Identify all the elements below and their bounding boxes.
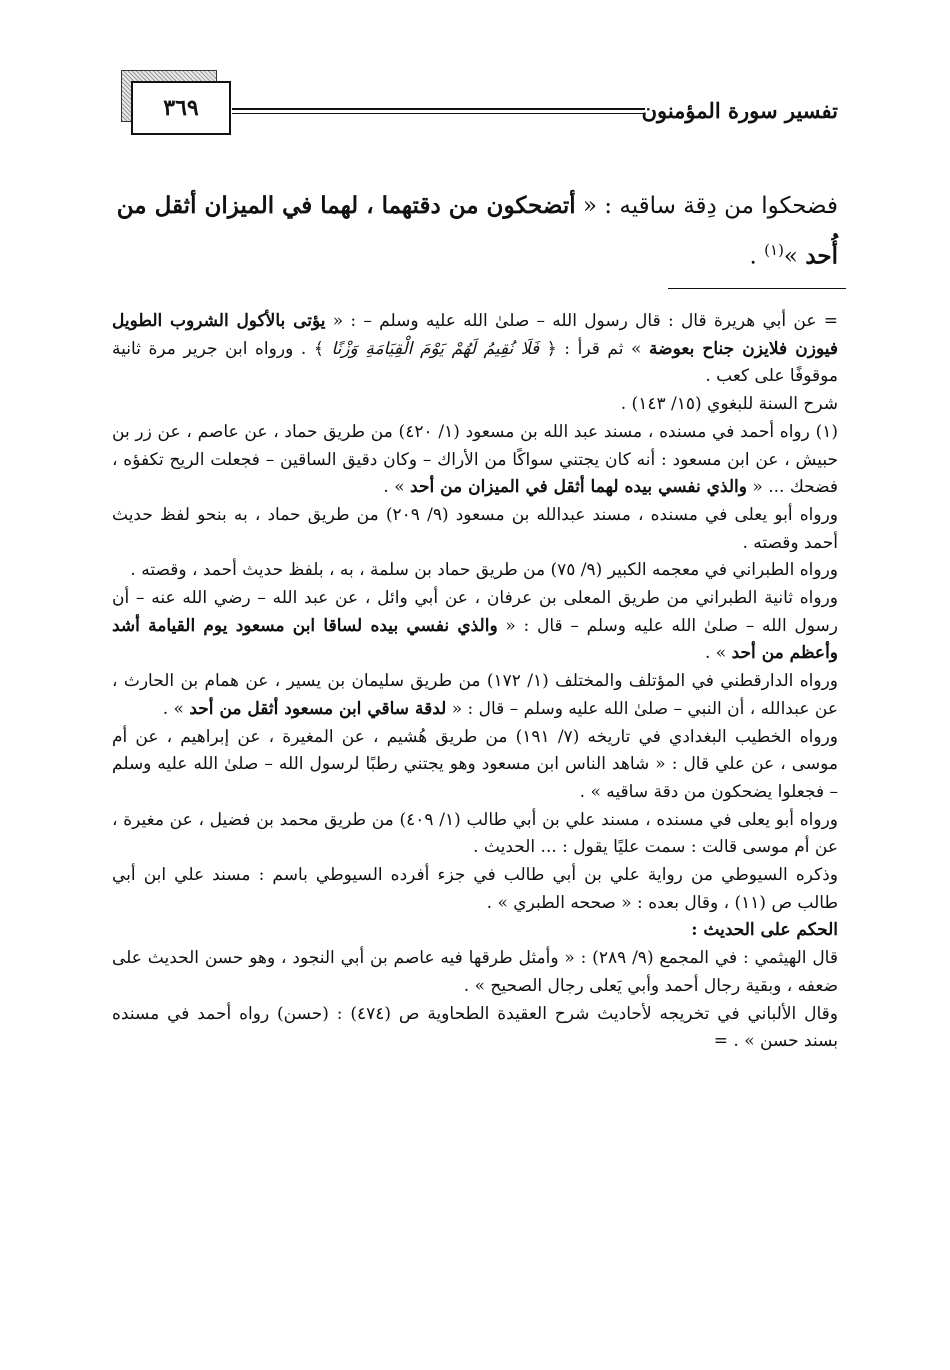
footnote-number: (١) [809, 421, 838, 442]
text-run: = عن أبي هريرة قال : قال رسول الله – صلىٰ الله عليه وسلم – : « [325, 311, 838, 331]
hadith-text: لدقة ساقي ابن مسعود أثقل من أحد [189, 698, 447, 719]
text-run: ورواه ثانية الطبراني من طريق المعلى بن عرفان ، عن أبي وائل ، عن عبد الله – رضي الله عنه – أن رسول الله – صلىٰ الله عليه وسلم – قال : « [112, 588, 839, 636]
footnotes [112, 308, 838, 1056]
page-number-box [131, 81, 231, 135]
hadith-text: والذي نفسي بيده لساقا ابن مسعود يوم القيامة أشد وأعظم من أحد [112, 615, 838, 664]
hadith-text: يؤتى بالأكول الشروب الطويل فيوزن فلايزن جناح بعوضة [112, 311, 838, 359]
section-heading: الحكم على الحديث : [691, 920, 838, 941]
footnote-paragraph: قال الهيثمي : في المجمع (٩/ ٢٨٩) : « وأمثل طرقها فيه عاصم بن أبي النجود ، وهو حسن الحديث على ضعفه ، وبقية رجال أحمد وأبي يَعلى رجال الصحيح » . [112, 948, 838, 996]
text-run: رواه أحمد في مسنده ، مسند عبد الله بن مسعود (١/ ٤٢٠) من طريق حماد ، عن عاصم ، عن زر بن حبيش ، عن ابن مسعود : أنه كان يجتني سواكًا من الأراك – وكان دقيق الساقين – فجعلت الريح تكفؤه ، فضحك ... « [112, 421, 838, 498]
main-text-quote-close: » [783, 243, 806, 270]
text-run: » ثم قرأ : ﴿ [539, 338, 650, 359]
footnote-paragraph [112, 668, 838, 723]
main-text-lead: فضحكوا من دِقة ساقيه : « [575, 193, 838, 219]
text-run: » . [705, 643, 732, 664]
running-title: تفسير سورة المؤمنون [641, 98, 838, 123]
text-run: ورواه الدارقطني في المؤتلف والمختلف (١/ ١٧٢) من طريق سليمان بن يسير ، عن همام بن الحارث ، عن عبدالله ، أن النبي – صلىٰ الله عليه وسلم – قال : « [112, 671, 839, 719]
footnote-paragraph: ورواه أبو يعلى في مسنده ، مسند عبدالله بن مسعود (٩/ ٢٠٩) من طريق حماد ، به بنحو لفظ حديث أحمد وقصته . [112, 504, 838, 553]
footnote-paragraph: وقال الألباني في تخريجه لأحاديث شرح العقيدة الطحاوية ص (٤٧٤) : (حسن) رواه أحمد في مسنده بسند حسن » . = [112, 1003, 838, 1052]
quran-verse: فَلَا نُقِيمُ لَهُمْ يَوْمَ الْقِيَامَةِ وَزْنًا [331, 338, 540, 359]
main-text-hadith: أتضحكون من دقتهما ، لهما في الميزان أثقل من أُحد [116, 192, 838, 270]
main-text [108, 184, 838, 279]
footnote-reference[interactable]: (١) [764, 241, 784, 259]
text-run: » . [383, 477, 411, 498]
footnote-paragraph: ورواه الخطيب البغدادي في تاريخه (٧/ ١٩١) من طريق هُشيم ، عن المغيرة ، عن إبراهيم ، عن أم موسى ، عن علي قال : « شاهد الناس ابن مسعود وهو يجتني رطبًا لرسول الله – صلىٰ الله عليه وسلم – فجعلوا يضحكون من دقة ساقيه » . [112, 726, 839, 802]
text-run: ﴾ . ورواه ابن جرير مرة ثانية موقوفًا على كعب . [112, 338, 838, 387]
footnote-paragraph: ورواه الطبراني في معجمه الكبير (٩/ ٧٥) من طريق حماد بن سلمة ، به ، بلفظ حديث أحمد ، وقصته . [130, 560, 838, 581]
footnote-1 [112, 419, 838, 502]
main-text-end: . [749, 243, 765, 270]
footnote-paragraph [112, 585, 838, 668]
footnote-paragraph: ورواه أبو يعلى في مسنده ، مسند علي بن أبي طالب (١/ ٤٠٩) من طريق محمد بن فضيل ، عن مغيرة ، عن أم موسى قالت : سمت عليًا يقول : ... الحديث . [112, 809, 838, 858]
header-rule [232, 108, 645, 114]
footnote-continuation [112, 308, 838, 391]
footnote-paragraph: وذكره السيوطي من رواية علي بن أبي طالب في جزء أفرده السيوطي باسم : مسند علي ابن أبي طالب ص (١١) ، وقال بعده : « صححه الطبري » . [112, 865, 838, 913]
source-line: شرح السنة للبغوي (١٥/ ١٤٣) . [620, 394, 838, 415]
hadith-text: والذي نفسي بيده لهما أثقل في الميزان من أحد [410, 477, 747, 498]
text-run: » . [162, 698, 190, 719]
footnote-separator [668, 288, 846, 289]
page-number: ٣٦٩ [163, 95, 199, 121]
